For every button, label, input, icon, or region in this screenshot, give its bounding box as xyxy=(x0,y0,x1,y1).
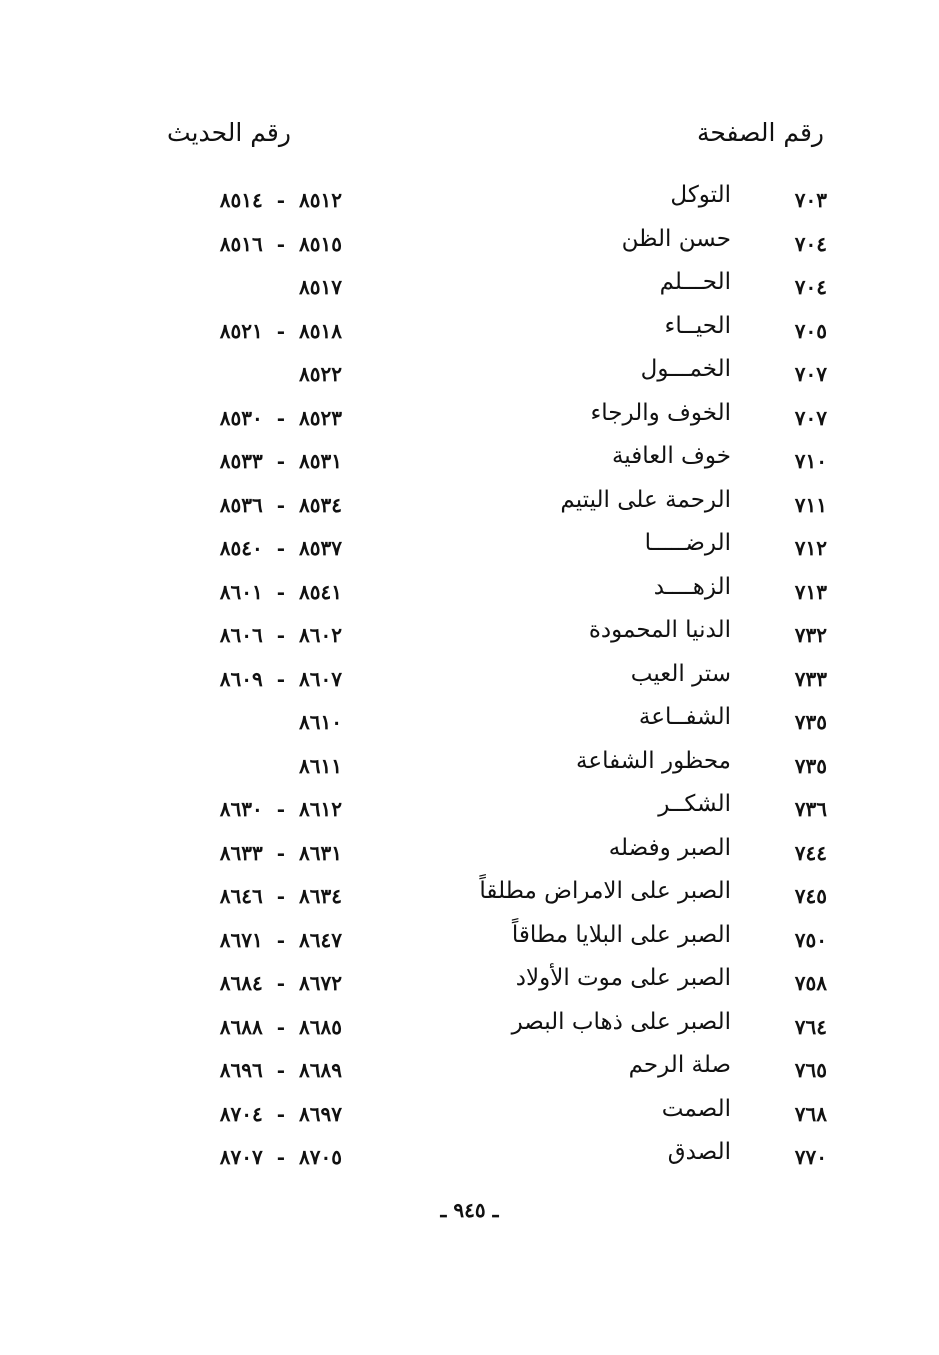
topic-title: صلة الرحم xyxy=(628,1052,731,1078)
page-number: ٧٠٥ xyxy=(794,318,827,343)
range-dash: - xyxy=(276,318,286,343)
hadith-to: ٨٧٠٤ xyxy=(219,1101,263,1126)
index-list xyxy=(0,182,939,1183)
hadith-to: ٨٦٨٤ xyxy=(219,971,263,995)
page-number: ٧٠٧ xyxy=(794,405,827,430)
index-row xyxy=(0,661,939,705)
range-dash: - xyxy=(276,1101,286,1126)
topic-title: الصمت xyxy=(661,1095,731,1122)
hadith-to: ٨٦٧١ xyxy=(219,927,263,952)
range-dash: - xyxy=(276,797,286,821)
hadith-from: ٨٥١٧ xyxy=(299,275,342,299)
hadith-range xyxy=(182,797,342,821)
hadith-range xyxy=(182,406,342,430)
hadith-to: ٨٦٣٣ xyxy=(219,840,263,865)
index-row xyxy=(0,704,939,748)
hadith-from: ٨٥٢٣ xyxy=(299,405,342,430)
page-footer-number: ـ ٩٤٥ ـ xyxy=(440,1198,499,1222)
index-row xyxy=(0,617,939,661)
range-dash: - xyxy=(276,840,286,865)
index-row xyxy=(0,878,939,922)
hadith-from: ٨٦١١ xyxy=(299,753,342,778)
hadith-from: ٨٦٨٥ xyxy=(299,1014,342,1039)
topic-title: خوف العافية xyxy=(611,443,731,469)
hadith-from: ٨٥١٢ xyxy=(299,188,342,212)
range-dash: - xyxy=(276,1145,286,1169)
hadith-range xyxy=(182,1015,342,1039)
topic-title: الدنيا المحمودة xyxy=(588,617,731,643)
page-number: ٧٣٢ xyxy=(794,623,827,647)
hadith-range xyxy=(182,536,342,560)
hadith-from: ٨٥١٨ xyxy=(299,318,342,343)
page-number: ٧٣٥ xyxy=(794,753,827,778)
index-row xyxy=(0,487,939,531)
hadith-to: ٨٥١٤ xyxy=(219,188,263,212)
index-row xyxy=(0,1009,939,1053)
hadith-range xyxy=(182,449,342,473)
topic-title: الصبر وفضله xyxy=(608,834,731,861)
hadith-range xyxy=(182,841,342,865)
page-number: ٧٤٤ xyxy=(794,840,827,865)
topic-title: ستر العيب xyxy=(630,660,731,687)
hadith-from: ٨٦٠٧ xyxy=(299,666,342,691)
index-row xyxy=(0,1052,939,1096)
page-number: ٧٤٥ xyxy=(794,884,827,908)
hadith-range xyxy=(182,667,342,691)
page-number: ٧١١ xyxy=(794,492,827,517)
range-dash: - xyxy=(276,971,286,995)
topic-title: الرحمة على اليتيم xyxy=(560,486,731,513)
page-number: ٧٣٦ xyxy=(794,797,827,821)
index-row xyxy=(0,748,939,792)
table-header xyxy=(0,118,939,168)
index-row xyxy=(0,443,939,487)
hadith-range xyxy=(182,493,342,517)
range-dash: - xyxy=(276,666,286,691)
index-row xyxy=(0,226,939,270)
hadith-from: ٨٦٩٧ xyxy=(299,1101,342,1126)
hadith-range xyxy=(182,362,342,386)
range-dash: - xyxy=(276,884,286,908)
index-row xyxy=(0,400,939,444)
hadith-to: ٨٦٨٨ xyxy=(219,1014,263,1039)
hadith-range xyxy=(182,275,342,299)
topic-title: الخمـــول xyxy=(640,356,731,382)
hadith-from: ٨٦١٢ xyxy=(299,797,342,821)
range-dash: - xyxy=(276,492,286,517)
index-row xyxy=(0,791,939,835)
topic-title: حسن الظن xyxy=(621,225,731,252)
page-number: ٧١٢ xyxy=(794,536,827,560)
range-dash: - xyxy=(276,579,286,604)
page-number: ٧٥٨ xyxy=(794,971,827,995)
hadith-to: ٨٧٠٧ xyxy=(219,1145,263,1169)
page-number: ٧٥٠ xyxy=(794,927,827,952)
page-number: ٧١٣ xyxy=(794,579,827,604)
hadith-to: ٨٥٤٠ xyxy=(219,536,263,560)
hadith-range xyxy=(182,971,342,995)
hadith-range xyxy=(182,1058,342,1082)
hadith-to: ٨٦٠٩ xyxy=(219,666,263,691)
hadith-from: ٨٥١٥ xyxy=(299,231,342,256)
hadith-from: ٨٦٣٤ xyxy=(299,884,342,908)
range-dash: - xyxy=(276,1014,286,1039)
page-number: ٧٠٤ xyxy=(794,275,827,299)
topic-title: الخوف والرجاء xyxy=(590,399,731,426)
hadith-range xyxy=(182,623,342,647)
hadith-to: ٨٥١٦ xyxy=(219,231,263,256)
page-number: ٧٠٣ xyxy=(794,188,827,212)
page-number: ٧٣٣ xyxy=(794,666,827,691)
hadith-number-column-heading: رقم الحديث xyxy=(167,118,291,147)
hadith-from: ٨٦٠٢ xyxy=(299,623,342,647)
range-dash: - xyxy=(276,231,286,256)
hadith-range xyxy=(182,232,342,256)
hadith-to: ٨٦٣٠ xyxy=(219,797,263,821)
hadith-to: ٨٦٩٦ xyxy=(219,1058,263,1082)
index-row xyxy=(0,1139,939,1183)
hadith-to: ٨٥٢١ xyxy=(219,318,263,343)
page-number: ٧٦٥ xyxy=(794,1058,827,1082)
page-number: ٧٣٥ xyxy=(794,710,827,734)
range-dash: - xyxy=(276,1058,286,1082)
hadith-to: ٨٥٣٦ xyxy=(219,492,263,517)
index-row xyxy=(0,965,939,1009)
topic-title: الرضـــــا xyxy=(644,530,731,556)
hadith-to: ٨٦٤٦ xyxy=(219,884,263,908)
hadith-range xyxy=(182,188,342,212)
index-row xyxy=(0,313,939,357)
topic-title: الحـــلم xyxy=(659,269,731,295)
hadith-range xyxy=(182,1145,342,1169)
range-dash: - xyxy=(276,449,286,473)
topic-title: الشكــر xyxy=(658,791,731,817)
index-row xyxy=(0,530,939,574)
hadith-range xyxy=(182,710,342,734)
hadith-from: ٨٥٢٢ xyxy=(299,362,342,386)
hadith-from: ٨٧٠٥ xyxy=(299,1145,342,1169)
hadith-from: ٨٥٣١ xyxy=(299,449,342,473)
index-row xyxy=(0,269,939,313)
topic-title: الصدق xyxy=(667,1139,731,1165)
page-number: ٧١٠ xyxy=(794,449,827,473)
range-dash: - xyxy=(276,536,286,560)
index-row xyxy=(0,182,939,226)
hadith-range xyxy=(182,754,342,778)
hadith-from: ٨٥٤١ xyxy=(299,579,342,604)
hadith-range xyxy=(182,1102,342,1126)
range-dash: - xyxy=(276,405,286,430)
range-dash: - xyxy=(276,927,286,952)
index-row xyxy=(0,356,939,400)
hadith-from: ٨٥٣٤ xyxy=(299,492,342,517)
hadith-from: ٨٥٣٧ xyxy=(299,536,342,560)
page-number: ٧٦٤ xyxy=(794,1014,827,1039)
hadith-to: ٨٥٣٣ xyxy=(219,449,263,473)
range-dash: - xyxy=(276,188,286,212)
hadith-to: ٨٥٣٠ xyxy=(219,405,263,430)
topic-title: الصبر على الامراض مطلقاً xyxy=(479,878,731,904)
hadith-range xyxy=(182,580,342,604)
topic-title: محظور الشفاعة xyxy=(576,747,731,774)
page-number: ٧٠٤ xyxy=(794,231,827,256)
page-number: ٧٦٨ xyxy=(794,1101,827,1126)
hadith-to: ٨٦٠١ xyxy=(219,579,263,604)
index-row xyxy=(0,922,939,966)
topic-title: الزهــــد xyxy=(653,573,731,600)
topic-title: الصبر على ذهاب البصر xyxy=(511,1008,731,1035)
topic-title: الحيــاء xyxy=(664,312,731,339)
page-number-column-heading: رقم الصفحة xyxy=(696,118,824,147)
page-number: ٧٠٧ xyxy=(794,362,827,386)
index-row xyxy=(0,1096,939,1140)
index-row xyxy=(0,835,939,879)
hadith-from: ٨٦٣١ xyxy=(299,840,342,865)
range-dash: - xyxy=(276,623,286,647)
topic-title: الصبر على البلايا مطاقاً xyxy=(511,921,731,948)
hadith-from: ٨٦٧٢ xyxy=(299,971,342,995)
topic-title: الشفــاعة xyxy=(638,704,731,730)
hadith-to: ٨٦٠٦ xyxy=(219,623,263,647)
index-row xyxy=(0,574,939,618)
hadith-from: ٨٦٤٧ xyxy=(299,927,342,952)
hadith-from: ٨٦١٠ xyxy=(299,710,342,734)
page-number: ٧٧٠ xyxy=(794,1145,827,1169)
topic-title: التوكل xyxy=(670,182,731,208)
hadith-range xyxy=(182,319,342,343)
hadith-from: ٨٦٨٩ xyxy=(299,1058,342,1082)
hadith-range xyxy=(182,884,342,908)
hadith-range xyxy=(182,928,342,952)
topic-title: الصبر على موت الأولاد xyxy=(515,965,731,991)
